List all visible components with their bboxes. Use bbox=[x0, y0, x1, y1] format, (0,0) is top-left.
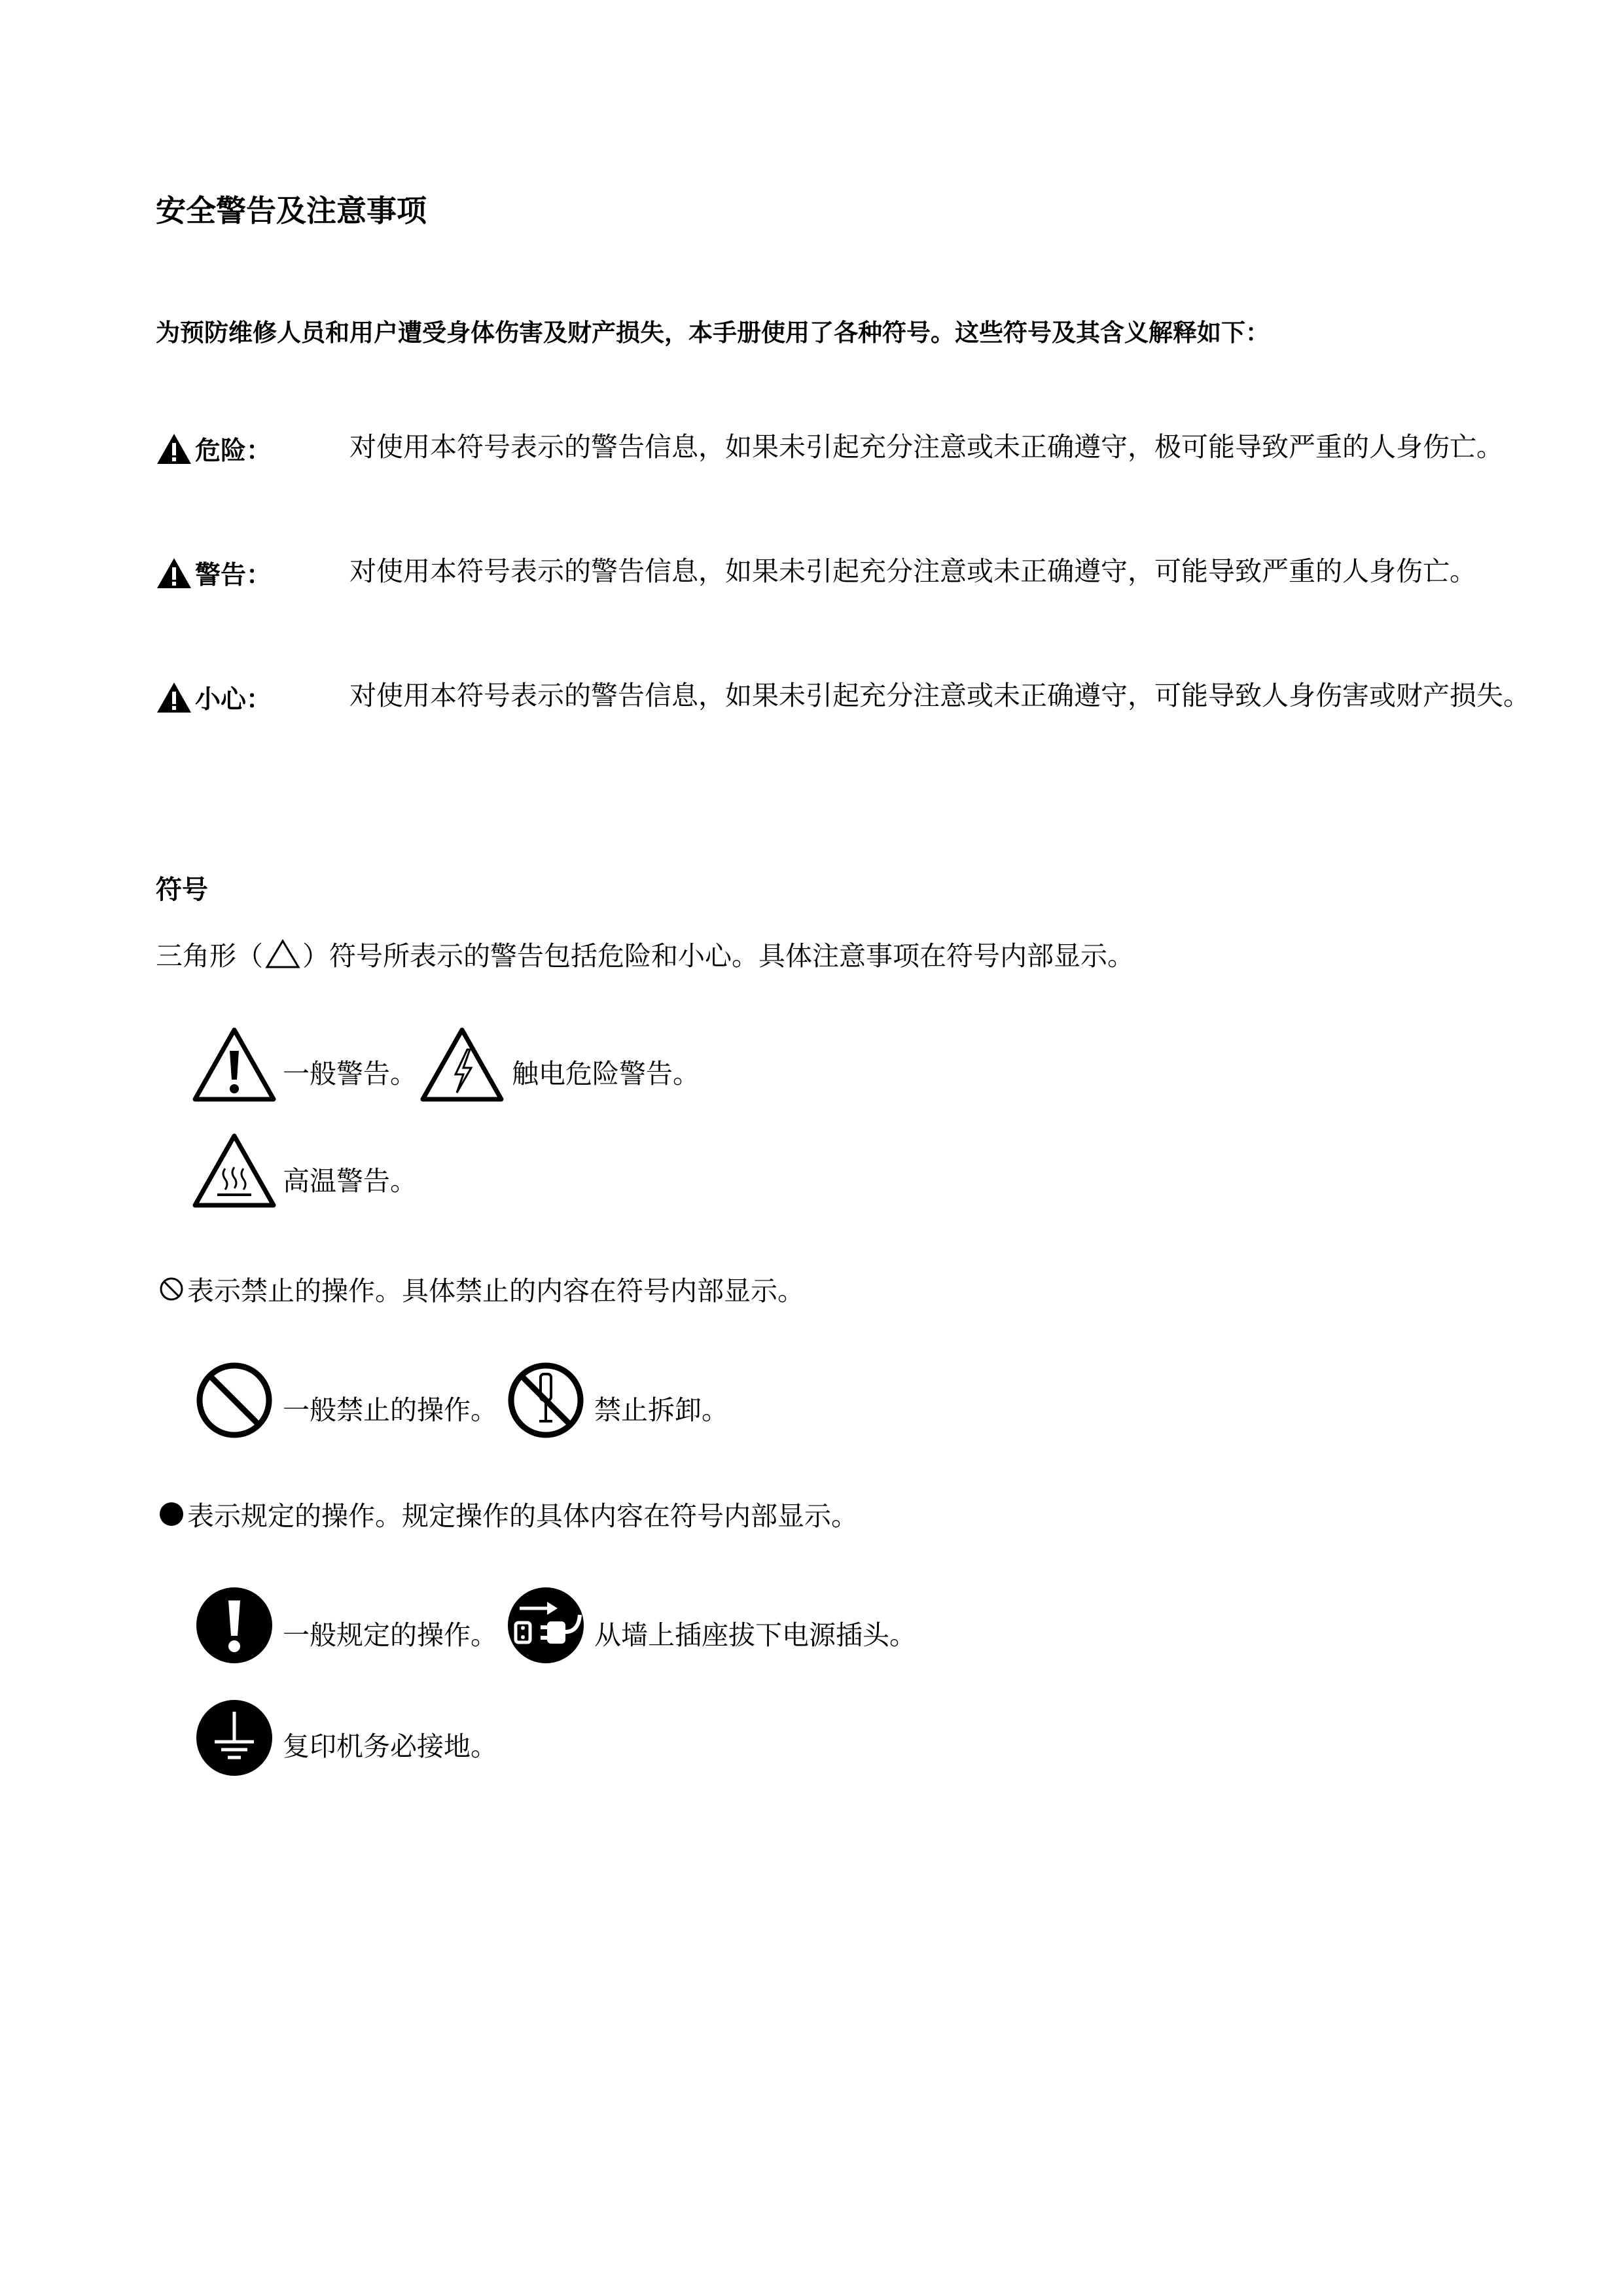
no-disassembly-caption: 禁止拆卸。 bbox=[594, 1394, 728, 1426]
high-temperature-caption: 高温警告。 bbox=[283, 1165, 417, 1197]
level-danger-label: 危险： bbox=[195, 436, 272, 466]
symbols-heading: 符号 bbox=[156, 875, 208, 905]
general-mandatory-caption: 一般规定的操作。 bbox=[283, 1619, 497, 1651]
ground-icon bbox=[195, 1699, 274, 1777]
level-danger bbox=[156, 425, 1503, 523]
level-caution-label-wrap bbox=[156, 679, 272, 716]
electric-shock-icon bbox=[419, 1026, 505, 1103]
level-warning-label: 警告： bbox=[195, 561, 272, 590]
unplug-caption: 从墙上插座拔下电源插头。 bbox=[594, 1619, 916, 1651]
warning-triangle-icon bbox=[156, 681, 192, 714]
level-danger-label-wrap bbox=[156, 431, 272, 467]
level-danger-description: 对使用本符号表示的警告信息，如果未引起充分注意或未正确遵守，极可能导致严重的人身伤亡。 bbox=[349, 431, 1503, 463]
prohibited-icon bbox=[195, 1361, 274, 1439]
mandatory-line-text: 表示规定的操作。规定操作的具体内容在符号内部显示。 bbox=[187, 1500, 858, 1532]
mandatory-explanation bbox=[158, 1494, 858, 1533]
ground-caption: 复印机务必接地。 bbox=[283, 1731, 497, 1762]
high-temperature-icon bbox=[191, 1132, 277, 1209]
prohibit-line-text: 表示禁止的操作。具体禁止的内容在符号内部显示。 bbox=[187, 1275, 804, 1307]
general-warning-caption: 一般警告。 bbox=[283, 1058, 417, 1089]
outline-triangle-icon bbox=[264, 938, 301, 970]
level-caution bbox=[156, 674, 1530, 772]
unplug-icon bbox=[507, 1586, 585, 1665]
level-caution-description: 对使用本符号表示的警告信息，如果未引起充分注意或未正确遵守，可能导致人身伤害或财产损失。 bbox=[349, 680, 1530, 711]
triangle-explanation bbox=[156, 934, 1134, 973]
warning-triangle-icon bbox=[156, 433, 192, 465]
triangle-line-before: 三角形（ bbox=[156, 940, 263, 972]
general-warning-icon bbox=[191, 1026, 277, 1103]
mandatory-small-icon bbox=[158, 1501, 185, 1527]
level-caution-label: 小心： bbox=[195, 685, 272, 715]
electric-shock-caption: 触电危险警告。 bbox=[512, 1058, 700, 1089]
general-prohibited-caption: 一般禁止的操作。 bbox=[283, 1394, 497, 1426]
level-warning-description: 对使用本符号表示的警告信息，如果未引起充分注意或未正确遵守，可能导致严重的人身伤亡。 bbox=[349, 556, 1476, 587]
level-warning-label-wrap bbox=[156, 555, 272, 592]
triangle-line-after: ）符号所表示的警告包括危险和小心。具体注意事项在符号内部显示。 bbox=[302, 940, 1134, 972]
prohibit-small-icon bbox=[158, 1276, 185, 1302]
prohibit-explanation bbox=[158, 1269, 804, 1308]
level-warning bbox=[156, 550, 1491, 648]
page-title: 安全警告及注意事项 bbox=[156, 193, 427, 228]
warning-triangle-icon bbox=[156, 557, 192, 590]
intro-text: 为预防维修人员和用户遭受身体伤害及财产损失，本手册使用了各种符号。这些符号及其含义解释如下： bbox=[156, 319, 1270, 347]
mandatory-icon bbox=[195, 1586, 274, 1665]
no-disassembly-icon bbox=[507, 1361, 585, 1439]
